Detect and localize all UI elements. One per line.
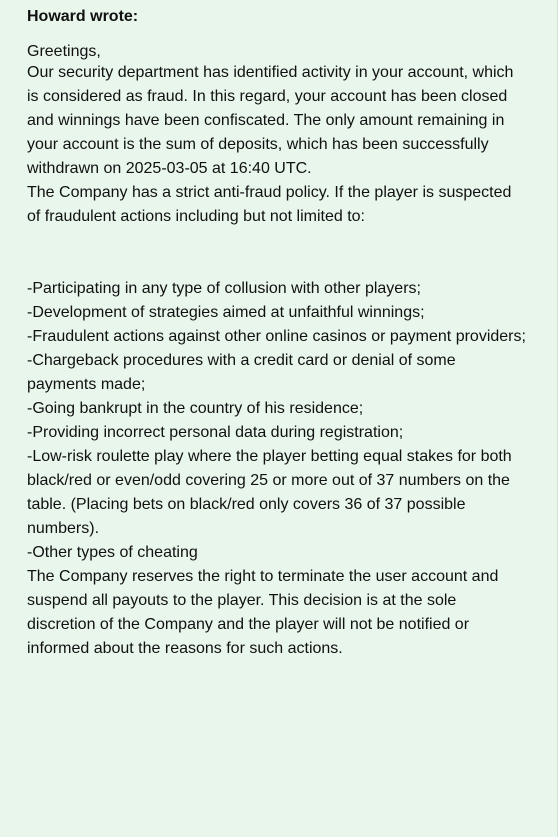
list-item: -Chargeback procedures with a credit card or denial of some payments made; xyxy=(27,352,456,393)
anti-fraud-policy-paragraph: The Company has a strict anti-fraud policy. If the player is suspected of fraudulent actions including but not limited to: xyxy=(27,184,512,225)
list-item: -Other types of cheating xyxy=(27,544,198,561)
security-notice-paragraph: Our security department has identified activity in your account, which is considered as fraud. In this regard, your account has been closed and winnings have been confiscated. The only amount remaining in your account is the sum of deposits, which has been successfully withdrawn on 2025-03-05 at 16:40 UTC. xyxy=(27,64,514,177)
list-item: -Development of strategies aimed at unfaithful winnings; xyxy=(27,304,425,321)
fraud-actions-list xyxy=(27,277,557,565)
list-item: -Low-risk roulette play where the player betting equal stakes for both black/red or even/odd covering 25 or more out of 37 numbers on the table. (Placing bets on black/red only covers 36 of 37 possible numbers). xyxy=(27,448,512,537)
greeting: Greetings, xyxy=(27,43,101,60)
author-line: Howard wrote: xyxy=(27,8,139,25)
list-item: -Participating in any type of collusion with other players; xyxy=(27,280,421,297)
list-item: -Fraudulent actions against other online casinos or payment providers; xyxy=(27,328,526,345)
list-item: -Going bankrupt in the country of his residence; xyxy=(27,400,364,417)
termination-rights-paragraph: The Company reserves the right to terminate the user account and suspend all payouts to the player. This decision is at the sole discretion of the Company and the player will not be notified or informed about the reasons for such actions. xyxy=(27,568,499,657)
list-item: -Providing incorrect personal data during registration; xyxy=(27,424,404,441)
